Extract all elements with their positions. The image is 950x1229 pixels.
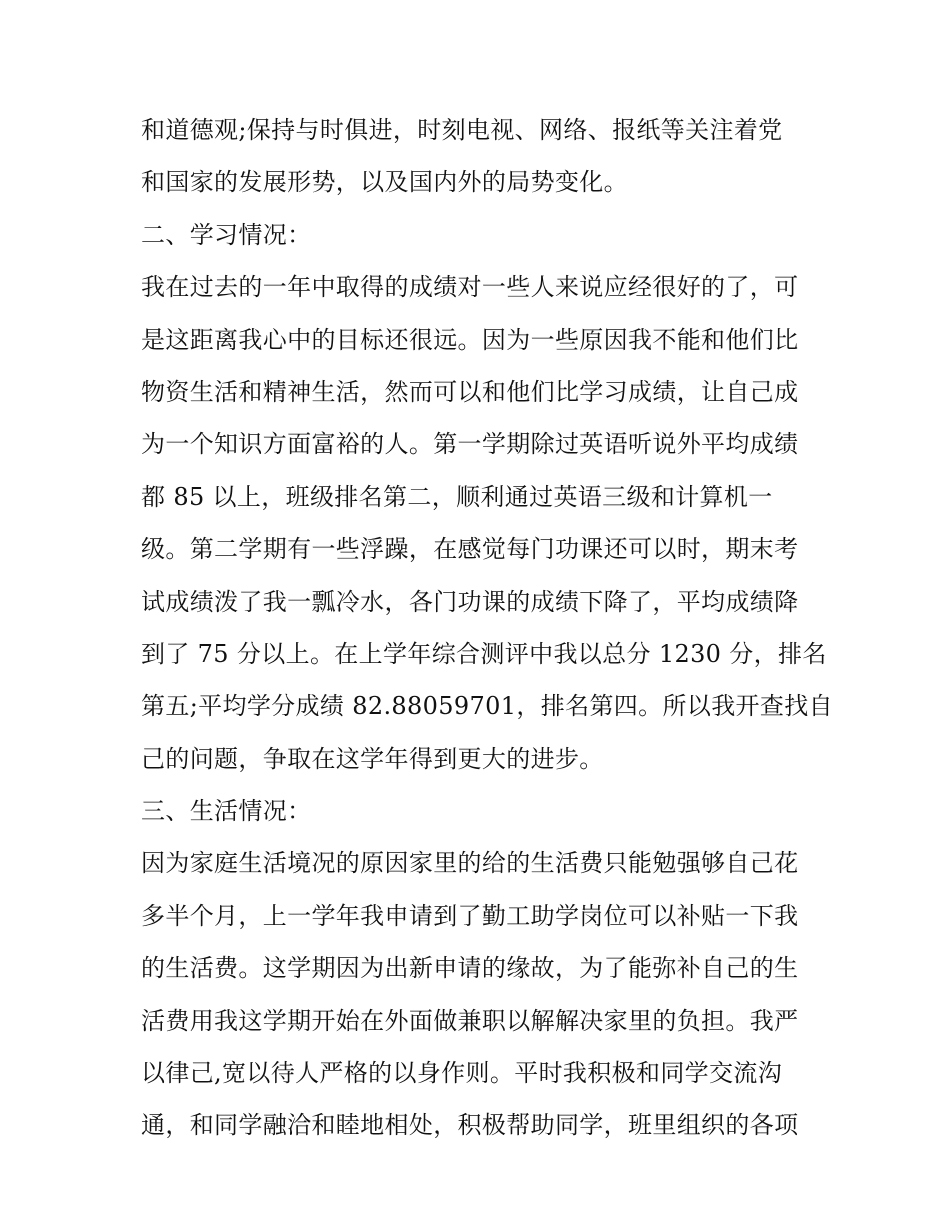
text-line: 因为家庭生活境况的原因家里的给的生活费只能勉强够自己花: [141, 849, 799, 878]
text-line: 以律己,宽以待人严格的以身作则。平时我积极和同学交流沟: [141, 1059, 783, 1088]
text-line: 己的问题，争取在这学年得到更大的进步。: [141, 744, 604, 773]
text-line: 级。第二学期有一些浮躁，在感觉每门功课还可以时，期末考: [141, 535, 799, 564]
text-line: 活费用我这学期开始在外面做兼职以解解决家里的负担。我严: [141, 1006, 799, 1035]
text-line: 都 85 以上，班级排名第二，顺利通过英语三级和计算机一: [141, 482, 773, 511]
section-heading-study: 二、学习情况：: [141, 220, 312, 249]
text-line: 试成绩泼了我一瓢冷水，各门功课的成绩下降了，平均成绩降: [141, 587, 799, 616]
text-line: 物资生活和精神生活，然而可以和他们比学习成绩，让自己成: [141, 377, 799, 406]
text-line: 通，和同学融洽和睦地相处，积极帮助同学，班里组织的各项: [141, 1111, 799, 1140]
text-line: 和道德观;保持与时俱进，时刻电视、网络、报纸等关注着党: [141, 116, 783, 144]
text-line: 是这距离我心中的目标还很远。因为一些原因我不能和他们比: [141, 325, 799, 354]
text-line: 我在过去的一年中取得的成绩对一些人来说应经很好的了，可: [141, 273, 799, 302]
section-heading-life: 三、生活情况：: [141, 797, 312, 826]
text-line: 到了 75 分以上。在上学年综合测评中我以总分 1230 分，排名: [141, 639, 827, 668]
text-line: 多半个月，上一学年我申请到了勤工助学岗位可以补贴一下我: [141, 901, 799, 930]
text-line: 和国家的发展形势，以及国内外的局势变化。: [141, 168, 628, 197]
text-line: 的生活费。这学期因为出新申请的缘故，为了能弥补自己的生: [141, 954, 799, 983]
text-line: 第五;平均学分成绩 82.88059701，排名第四。所以我开查找自: [141, 692, 833, 721]
text-line: 为一个知识方面富裕的人。第一学期除过英语听说外平均成绩: [141, 430, 799, 459]
document-body: [141, 104, 833, 1152]
